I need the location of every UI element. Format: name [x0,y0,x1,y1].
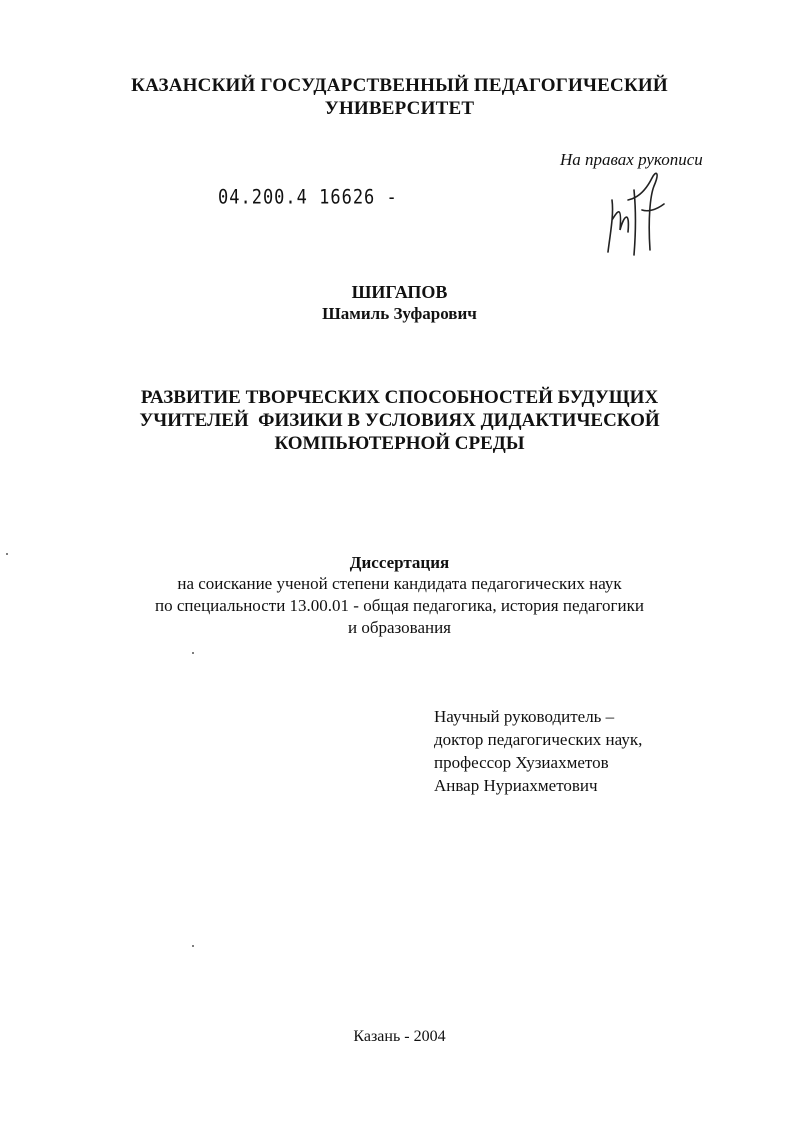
title-line1: РАЗВИТИЕ ТВОРЧЕСКИХ СПОСОБНОСТЕЙ БУДУЩИХ [140,387,659,408]
supervisor-line3: профессор Хузиахметов [434,753,609,772]
title-line3: КОМПЬЮТЕРНОЙ СРЕДЫ [274,433,525,454]
scan-speck [192,945,194,947]
university-name-line1: КАЗАНСКИЙ ГОСУДАРСТВЕННЫЙ ПЕДАГОГИЧЕСКИЙ [131,75,668,96]
supervisor-block [434,705,642,797]
signature-icon [590,160,680,260]
registration-stamp: 04.200.4 16626 - [218,186,398,209]
author-surname: ШИГАПОВ [351,282,448,302]
supervisor-line4: Анвар Нуриахметович [434,776,598,795]
dissertation-description [0,573,799,639]
scan-speck [192,652,194,654]
author-given-names: Шамиль Зуфарович [322,304,477,323]
dissertation-title [0,386,799,455]
supervisor-line2: доктор педагогических наук, [434,730,643,749]
university-name-line2: УНИВЕРСИТЕТ [324,98,475,119]
dissertation-line3: и образования [347,618,452,637]
manuscript-note: На правах рукописи [560,150,703,169]
supervisor-line1: Научный руководитель – [434,707,615,726]
scan-speck [6,553,8,555]
university-name [0,74,799,120]
dissertation-line2: по специальности 13.00.01 - общая педагогика, история педагогики [155,596,644,615]
title-line2: УЧИТЕЛЕЙ ФИЗИКИ В УСЛОВИЯХ ДИДАКТИЧЕСКОЙ [139,410,660,431]
city-year-footer: Казань - 2004 [353,1028,446,1045]
dissertation-label: Диссертация [349,553,450,572]
dissertation-line1: на соискание ученой степени кандидата педагогических наук [177,574,622,593]
